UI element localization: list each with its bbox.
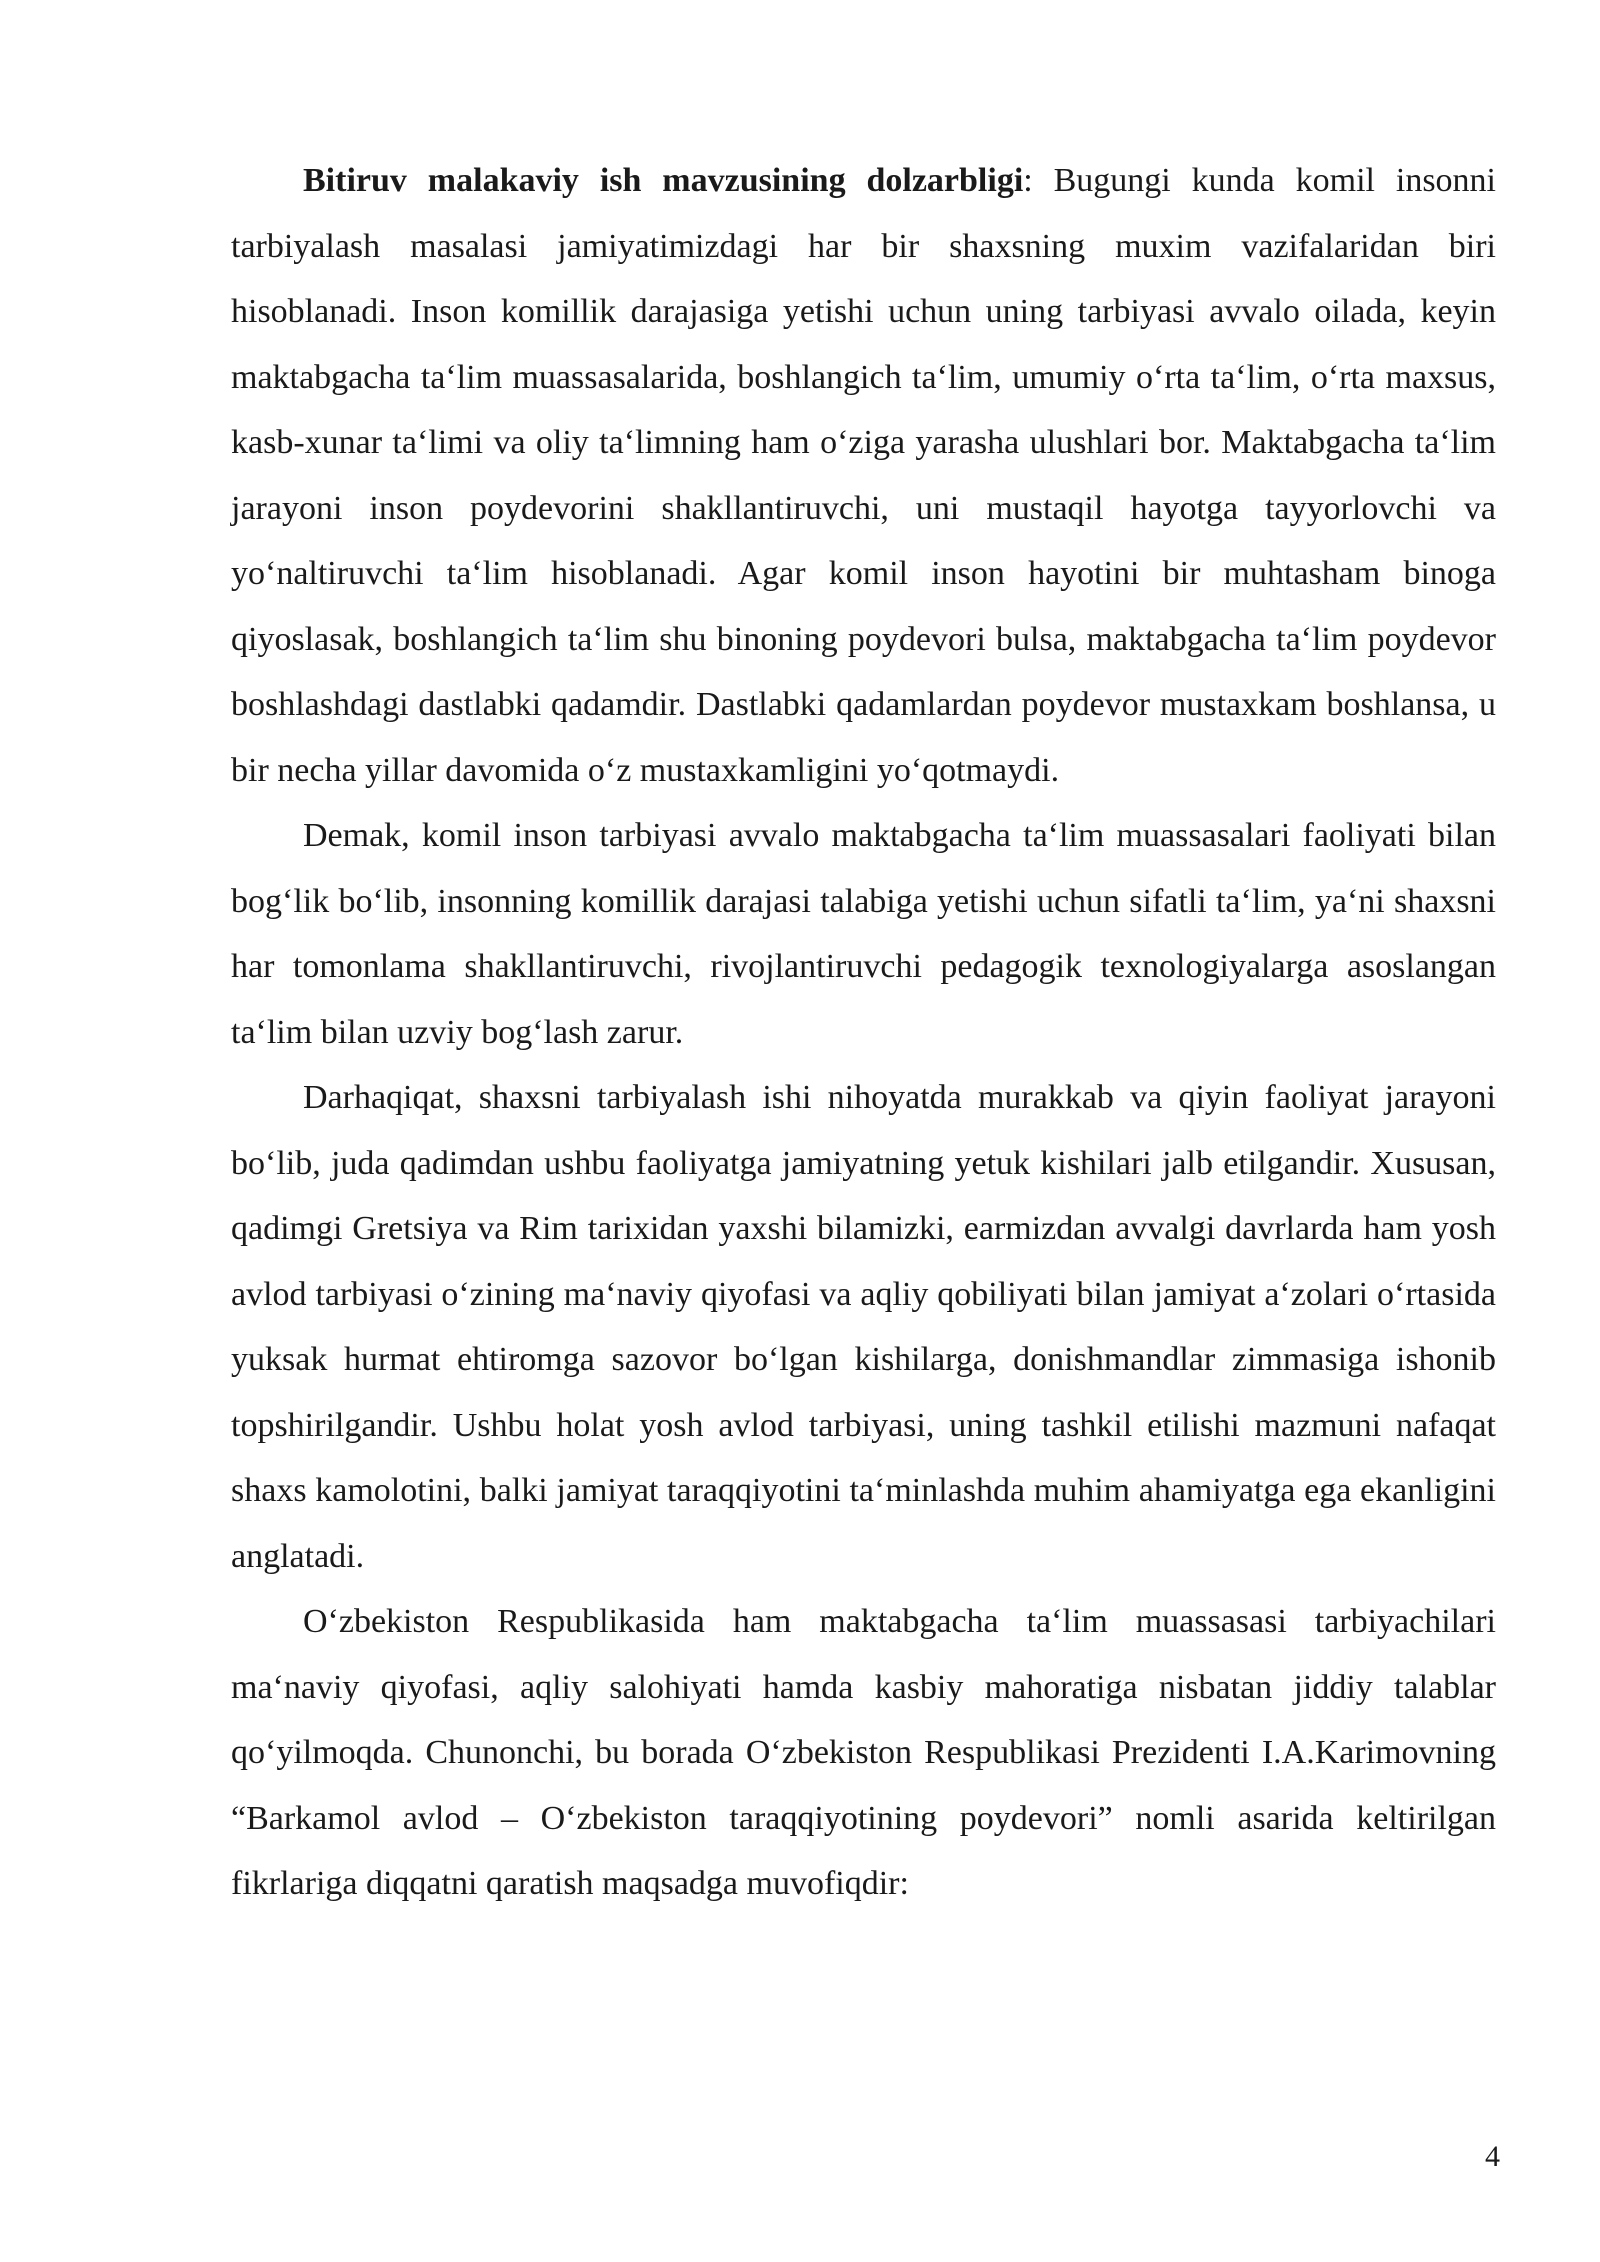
paragraph-text: : Bugungi kunda komil insonni tarbiyalash masalasi jamiyatimizdagi har bir shaxsning muxim vazifalaridan biri hisoblanadi. Inson komillik darajasiga yetishi uchun uning tarbiyasi avvalo oilada, keyin maktabgacha ta‘lim muassasalarida, boshlangich ta‘lim, umumiy o‘rta ta‘lim, o‘rta maxsus, kasb-xunar ta‘limi va oliy ta‘limning ham o‘ziga yarasha ulushlari bor. Maktabgacha ta‘lim jarayoni inson poydevorini shakllantiruvchi, uni mustaqil hayotga tayyorlovchi va yo‘naltiruvchi ta‘lim hisoblanadi. Agar komil inson hayotini bir muhtasham binoga qiyoslasak, boshlangich ta‘lim shu binoning poydevori bulsa, maktabgacha ta‘lim poydevor boshlashdagi dastlabki qadamdir. Dastlabki qadamlardan poydevor mustaxkam boshlansa, u bir necha yillar davomida o‘z mustaxkamligini yo‘qotmaydi.	[231, 162, 1496, 789]
paragraph-relevance	[231, 148, 1496, 803]
paragraph-text: O‘zbekiston Respublikasida ham maktabgacha ta‘lim muassasasi tarbiyachilari ma‘naviy qiyofasi, aqliy salohiyati hamda kasbiy mahoratiga nisbatan jiddiy talablar qo‘yilmoqda. Chunonchi, bu borada O‘zbekiston Respublikasi Prezidenti I.A.Karimovning “Barkamol avlod – O‘zbekiston taraqqiyotining poydevori” nomli asarida keltirilgan fikrlariga diqqatni qaratish maqsadga muvofiqdir:	[231, 1603, 1496, 1902]
document-body	[231, 148, 1496, 1917]
paragraph-text: Demak, komil inson tarbiyasi avvalo maktabgacha ta‘lim muassasalari faoliyati bilan bog‘lik bo‘lib, insonning komillik darajasi talabiga yetishi uchun sifatli ta‘lim, ya‘ni shaxsni har tomonlama shakllantiruvchi, rivojlantiruvchi pedagogik texnologiyalarga asoslangan ta‘lim bilan uzviy bog‘lash zarur.	[231, 817, 1496, 1051]
paragraph-text: Darhaqiqat, shaxsni tarbiyalash ishi nihoyatda murakkab va qiyin faoliyat jarayoni bo‘lib, juda qadimdan ushbu faoliyatga jamiyatning yetuk kishilari jalb etilgandir. Xususan, qadimgi Gretsiya va Rim tarixidan yaxshi bilamizki, earmizdan avvalgi davrlarda ham yosh avlod tarbiyasi o‘zining ma‘naviy qiyofasi va aqliy qobiliyati bilan jamiyat a‘zolari o‘rtasida yuksak hurmat ehtiromga sazovor bo‘lgan kishilarga, donishmandlar zimmasiga ishonib topshirilgandir. Ushbu holat yosh avlod tarbiyasi, uning tashkil etilishi mazmuni nafaqat shaxs kamolotini, balki jamiyat taraqqiyotini ta‘minlashda muhim ahamiyatga ega ekanligini anglatadi.	[231, 1079, 1496, 1575]
section-heading: Bitiruv malakaviy ish mavzusining dolzarbligi	[303, 162, 1024, 199]
page-number: 4	[1485, 2140, 1500, 2173]
